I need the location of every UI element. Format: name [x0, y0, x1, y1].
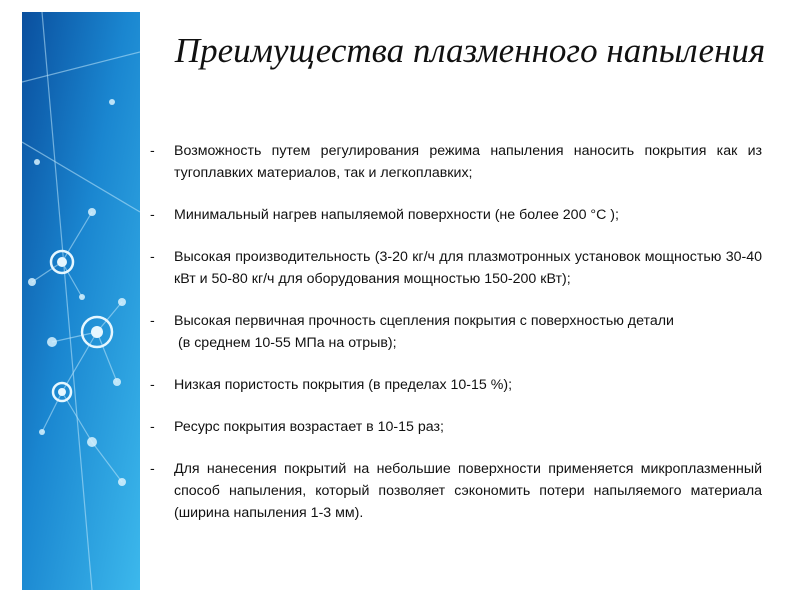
- decorative-side-panel: [22, 12, 140, 590]
- bullet-dash: -: [150, 249, 155, 265]
- page-title: Преимущества плазменного напыления: [174, 31, 766, 70]
- list-item: [150, 310, 762, 354]
- list-item: [150, 416, 762, 438]
- list-item-text: Минимальный нагрев напыляемой поверхности (не более 200 °С );: [174, 207, 619, 223]
- list-item: [150, 140, 762, 184]
- bullet-dash: -: [150, 461, 155, 477]
- advantages-list: [150, 140, 762, 544]
- list-item: [150, 246, 762, 290]
- bullet-dash: -: [150, 143, 155, 159]
- list-item-text: Низкая пористость покрытия (в пределах 10-15 %);: [174, 377, 513, 393]
- list-item: [150, 374, 762, 396]
- list-item: [150, 204, 762, 226]
- list-item-text: Высокая первичная прочность сцепления покрытия с поверхностью детали: [174, 313, 674, 329]
- molecule-network-graphic: [22, 12, 140, 590]
- bullet-dash: -: [150, 313, 155, 329]
- bullet-dash: -: [150, 207, 155, 223]
- bullet-dash: -: [150, 377, 155, 393]
- list-item: [150, 458, 762, 524]
- list-item-extra: (в среднем 10-55 МПа на отрыв);: [178, 335, 397, 351]
- list-item-text: Для нанесения покрытий на небольшие поверхности применяется микроплазменный способ напыления, который позволяет сэкономить потери напыляемого материала (ширина напыления 1-3 мм).: [174, 461, 762, 521]
- list-item-text: Высокая производительность (3-20 кг/ч для плазмотронных установок мощностью 30-40 кВт и 50-80 кг/ч для оборудования мощностью 150-200 кВт);: [174, 249, 762, 287]
- list-item-text: Ресурс покрытия возрастает в 10-15 раз;: [174, 419, 444, 435]
- bullet-dash: -: [150, 419, 155, 435]
- list-item-text: Возможность путем регулирования режима напыления наносить покрытия как из тугоплавких материалов, так и легкоплавких;: [174, 143, 762, 181]
